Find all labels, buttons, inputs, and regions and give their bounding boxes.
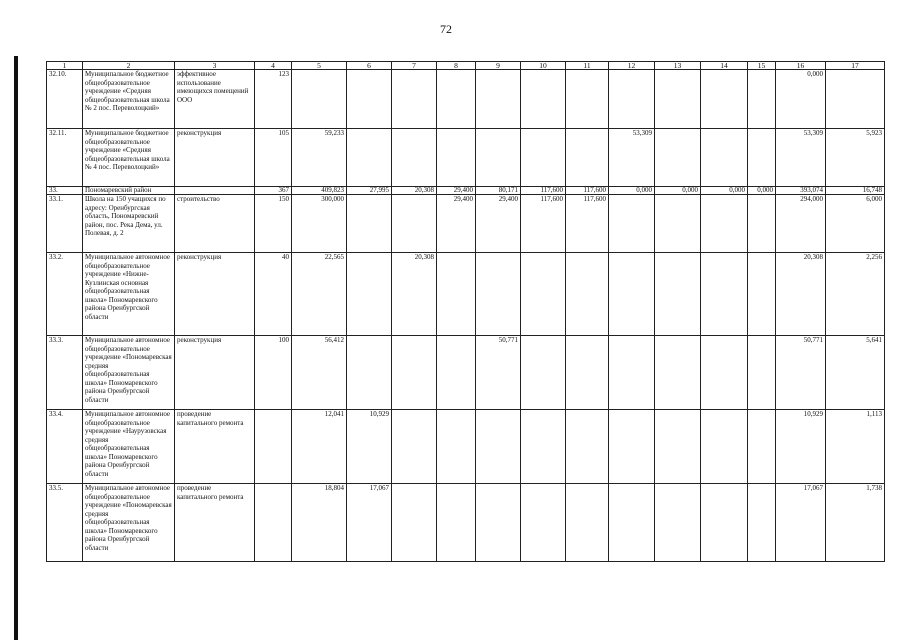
table-row xyxy=(47,484,885,562)
value-cell xyxy=(566,336,609,410)
table-row xyxy=(47,187,885,195)
value-cell xyxy=(609,195,655,253)
value-cell xyxy=(392,484,437,562)
value-cell xyxy=(655,410,701,484)
column-header-16: 16 xyxy=(776,62,826,70)
table-row xyxy=(47,410,885,484)
value-cell: 53,309 xyxy=(776,129,826,187)
column-header-1: 1 xyxy=(47,62,83,70)
value-cell xyxy=(566,129,609,187)
column-header-7: 7 xyxy=(392,62,437,70)
value-cell xyxy=(476,129,521,187)
column-header-10: 10 xyxy=(521,62,566,70)
value-cell: 117,600 xyxy=(566,187,609,195)
value-cell: 5,641 xyxy=(826,336,885,410)
value-cell xyxy=(655,195,701,253)
row-number-cell: 33.4. xyxy=(47,410,83,484)
column-header-9: 9 xyxy=(476,62,521,70)
institution-name-cell: Муниципальное автономное общеобразовательное учреждение «Нижне-Кузлинская основная общеобразовательная школа» Пономаревского района Оренбургской области xyxy=(83,253,175,336)
column-header-8: 8 xyxy=(437,62,476,70)
value-cell xyxy=(748,253,776,336)
table-row xyxy=(47,195,885,253)
value-cell xyxy=(347,70,392,129)
value-cell xyxy=(476,410,521,484)
value-cell: 20,308 xyxy=(392,187,437,195)
value-cell: 16,748 xyxy=(826,187,885,195)
value-cell: 300,000 xyxy=(292,195,347,253)
data-table xyxy=(46,61,885,562)
value-cell xyxy=(255,410,292,484)
value-cell xyxy=(701,410,748,484)
value-cell xyxy=(748,129,776,187)
row-number-cell: 33. xyxy=(47,187,83,195)
value-cell xyxy=(255,484,292,562)
value-cell xyxy=(566,484,609,562)
value-cell xyxy=(701,195,748,253)
value-cell xyxy=(701,253,748,336)
value-cell xyxy=(521,484,566,562)
value-cell xyxy=(748,410,776,484)
value-cell: 294,000 xyxy=(776,195,826,253)
value-cell xyxy=(437,410,476,484)
value-cell: 56,412 xyxy=(292,336,347,410)
row-number-cell: 33.2. xyxy=(47,253,83,336)
value-cell xyxy=(655,70,701,129)
value-cell xyxy=(566,253,609,336)
scan-edge-bar xyxy=(14,56,18,640)
row-number-cell: 32.11. xyxy=(47,129,83,187)
column-header-13: 13 xyxy=(655,62,701,70)
value-cell xyxy=(748,70,776,129)
value-cell xyxy=(521,253,566,336)
value-cell: 18,804 xyxy=(292,484,347,562)
value-cell xyxy=(437,70,476,129)
column-header-5: 5 xyxy=(292,62,347,70)
value-cell: 20,308 xyxy=(392,253,437,336)
value-cell xyxy=(609,70,655,129)
value-cell xyxy=(826,70,885,129)
value-cell xyxy=(392,129,437,187)
value-cell xyxy=(437,253,476,336)
value-cell xyxy=(609,484,655,562)
value-cell: 17,067 xyxy=(347,484,392,562)
value-cell: 59,233 xyxy=(292,129,347,187)
value-cell: 117,600 xyxy=(521,195,566,253)
row-number-cell: 32.10. xyxy=(47,70,83,129)
value-cell: 0,000 xyxy=(776,70,826,129)
value-cell xyxy=(748,484,776,562)
value-cell xyxy=(566,70,609,129)
page-number: 72 xyxy=(440,22,452,36)
value-cell xyxy=(609,410,655,484)
work-type-cell: эффективное использование имеющихся помещений ООО xyxy=(175,70,255,129)
value-cell: 6,000 xyxy=(826,195,885,253)
value-cell xyxy=(292,70,347,129)
row-number-cell: 33.1. xyxy=(47,195,83,253)
value-cell xyxy=(701,129,748,187)
value-cell xyxy=(655,336,701,410)
value-cell xyxy=(748,195,776,253)
institution-name-cell: Муниципальное автономное общеобразовательное учреждение «Наурузовская средняя общеобразовательная школа» Пономаревского района Оренбургской области xyxy=(83,410,175,484)
value-cell xyxy=(655,253,701,336)
value-cell: 12,041 xyxy=(292,410,347,484)
institution-name-cell: Муниципальное бюджетное общеобразовательное учреждение «Средняя общеобразовательная школа № 4 пос. Переволоцкий» xyxy=(83,129,175,187)
column-header-3: 3 xyxy=(175,62,255,70)
work-type-cell: строительство xyxy=(175,195,255,253)
value-cell: 1,738 xyxy=(826,484,885,562)
value-cell: 22,565 xyxy=(292,253,347,336)
value-cell xyxy=(392,336,437,410)
value-cell xyxy=(521,129,566,187)
value-cell xyxy=(655,129,701,187)
work-type-cell: проведение капитального ремонта xyxy=(175,484,255,562)
value-cell: 105 xyxy=(255,129,292,187)
value-cell xyxy=(347,253,392,336)
value-cell: 20,308 xyxy=(776,253,826,336)
value-cell: 5,923 xyxy=(826,129,885,187)
value-cell xyxy=(392,410,437,484)
value-cell xyxy=(392,195,437,253)
value-cell xyxy=(476,253,521,336)
value-cell: 100 xyxy=(255,336,292,410)
value-cell xyxy=(476,484,521,562)
value-cell xyxy=(701,484,748,562)
header-row xyxy=(47,62,885,70)
value-cell: 0,000 xyxy=(655,187,701,195)
value-cell xyxy=(701,70,748,129)
value-cell xyxy=(701,336,748,410)
column-header-4: 4 xyxy=(255,62,292,70)
column-header-6: 6 xyxy=(347,62,392,70)
value-cell: 123 xyxy=(255,70,292,129)
work-type-cell: реконструкция xyxy=(175,336,255,410)
column-header-15: 15 xyxy=(748,62,776,70)
column-header-11: 11 xyxy=(566,62,609,70)
value-cell xyxy=(521,410,566,484)
row-number-cell: 33.5. xyxy=(47,484,83,562)
column-header-2: 2 xyxy=(83,62,175,70)
value-cell: 10,929 xyxy=(347,410,392,484)
value-cell xyxy=(437,484,476,562)
institution-name-cell: Пономаревский район xyxy=(83,187,175,195)
value-cell xyxy=(347,129,392,187)
value-cell: 0,000 xyxy=(609,187,655,195)
value-cell xyxy=(609,253,655,336)
value-cell: 0,000 xyxy=(701,187,748,195)
table-row xyxy=(47,129,885,187)
value-cell: 2,256 xyxy=(826,253,885,336)
value-cell: 50,771 xyxy=(776,336,826,410)
value-cell: 117,600 xyxy=(521,187,566,195)
column-header-17: 17 xyxy=(826,62,885,70)
value-cell: 29,400 xyxy=(476,195,521,253)
institution-name-cell: Муниципальное бюджетное общеобразовательное учреждение «Средняя общеобразовательная школа № 2 пос. Переволоцкий» xyxy=(83,70,175,129)
institution-name-cell: Школа на 150 учащихся по адресу: Оренбургская область, Пономаревский район, пос. Река Дема, ул. Полевая, д. 2 xyxy=(83,195,175,253)
table-row xyxy=(47,336,885,410)
table-row xyxy=(47,70,885,129)
value-cell xyxy=(748,336,776,410)
value-cell: 29,400 xyxy=(437,195,476,253)
column-header-14: 14 xyxy=(701,62,748,70)
work-type-cell: проведение капитального ремонта xyxy=(175,410,255,484)
value-cell xyxy=(476,70,521,129)
value-cell: 367 xyxy=(255,187,292,195)
value-cell xyxy=(655,484,701,562)
column-header-12: 12 xyxy=(609,62,655,70)
value-cell xyxy=(437,129,476,187)
work-type-cell: реконструкция xyxy=(175,129,255,187)
table-row xyxy=(47,253,885,336)
value-cell xyxy=(392,70,437,129)
row-number-cell: 33.3. xyxy=(47,336,83,410)
value-cell: 50,771 xyxy=(476,336,521,410)
value-cell xyxy=(609,336,655,410)
value-cell: 53,309 xyxy=(609,129,655,187)
institution-name-cell: Муниципальное автономное общеобразовательное учреждение «Пономаревская средняя общеобразовательная школа» Пономаревского района Оренбургской области xyxy=(83,484,175,562)
value-cell xyxy=(566,410,609,484)
value-cell: 409,823 xyxy=(292,187,347,195)
value-cell: 29,400 xyxy=(437,187,476,195)
value-cell: 1,113 xyxy=(826,410,885,484)
value-cell xyxy=(347,336,392,410)
value-cell: 150 xyxy=(255,195,292,253)
value-cell: 27,995 xyxy=(347,187,392,195)
value-cell: 117,600 xyxy=(566,195,609,253)
value-cell: 393,074 xyxy=(776,187,826,195)
value-cell xyxy=(521,336,566,410)
value-cell: 10,929 xyxy=(776,410,826,484)
value-cell: 17,067 xyxy=(776,484,826,562)
work-type-cell xyxy=(175,187,255,195)
value-cell xyxy=(521,70,566,129)
institution-name-cell: Муниципальное автономное общеобразовательное учреждение «Пономаревская средняя общеобразовательная школа» Пономаревского района Оренбургской области xyxy=(83,336,175,410)
value-cell: 0,000 xyxy=(748,187,776,195)
value-cell xyxy=(347,195,392,253)
work-type-cell: реконструкция xyxy=(175,253,255,336)
value-cell xyxy=(437,336,476,410)
value-cell: 40 xyxy=(255,253,292,336)
value-cell: 80,171 xyxy=(476,187,521,195)
